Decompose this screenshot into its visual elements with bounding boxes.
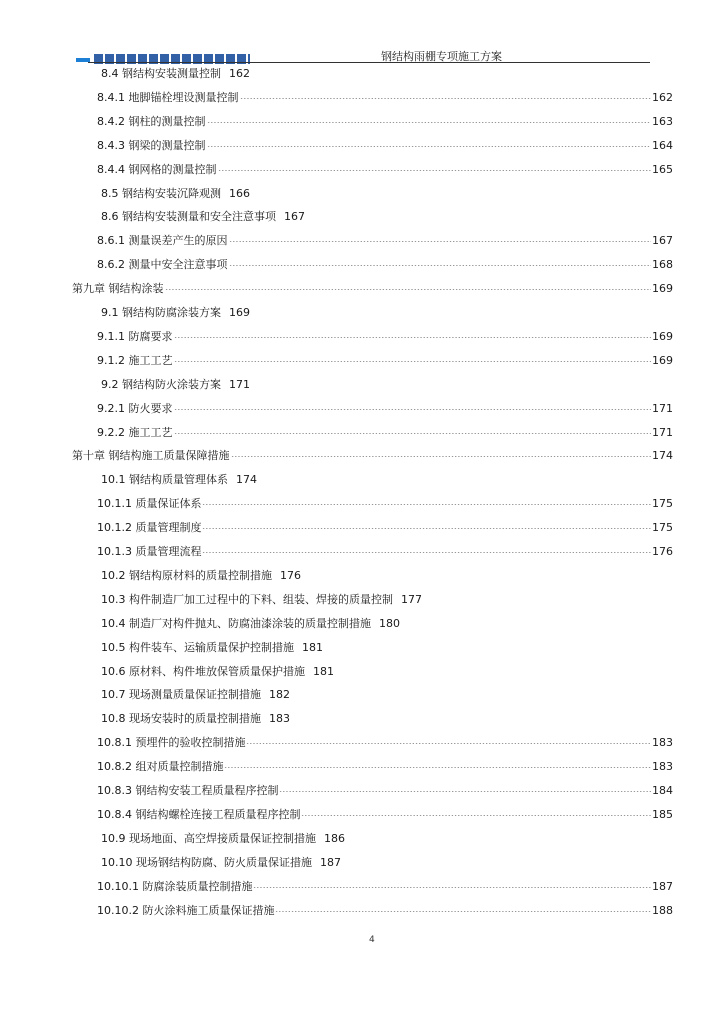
toc-entry[interactable] [101, 569, 301, 583]
toc-entry-title: 8.4.2 钢柱的测量控制 [97, 115, 206, 128]
toc-entry-title: 10.8 现场安装时的质量控制措施 [101, 712, 261, 725]
toc-entry-title: 10.9 现场地面、高空焊接质量保证控制措施 [101, 832, 316, 845]
toc-page-number: 169 [652, 354, 673, 367]
toc-entry-title: 10.10.2 防火涂料施工质量保证措施 [97, 904, 275, 917]
toc-entry[interactable] [72, 449, 673, 463]
toc-entry-title: 10.8.4 钢结构螺栓连接工程质量程序控制 [97, 808, 301, 821]
toc-page-number: 186 [324, 832, 345, 845]
toc-page-number: 175 [652, 521, 673, 534]
toc-dot-leader [218, 170, 652, 171]
toc-entry-title: 8.4.1 地脚锚栓埋设测量控制 [97, 91, 239, 104]
toc-page-number: 187 [320, 856, 341, 869]
toc-dot-leader [174, 337, 652, 338]
toc-page-number: 177 [401, 593, 422, 606]
toc-entry-title: 10.8.1 预埋件的验收控制措施 [97, 736, 246, 749]
toc-dot-leader [253, 887, 651, 888]
toc-dot-leader [202, 528, 651, 529]
toc-entry-title: 10.1.1 质量保证体系 [97, 497, 202, 510]
toc-entry-title: 8.4.3 钢梁的测量控制 [97, 139, 206, 152]
toc-page-number: 167 [284, 210, 305, 223]
toc-entry[interactable] [101, 67, 250, 81]
toc-page-number: 162 [652, 91, 673, 104]
toc-entry-title: 10.4 制造厂对构件抛丸、防腐油漆涂装的质量控制措施 [101, 617, 371, 630]
toc-entry[interactable] [72, 282, 673, 296]
toc-page-number: 183 [652, 736, 673, 749]
toc-entry-title: 10.3 构件制造厂加工过程中的下料、组装、焊接的质量控制 [101, 593, 393, 606]
toc-page-number: 165 [652, 163, 673, 176]
toc-page-number: 181 [302, 641, 323, 654]
header-rule [88, 62, 650, 63]
toc-page-number: 180 [379, 617, 400, 630]
toc-dot-leader [301, 815, 651, 816]
toc-dot-leader [174, 433, 652, 434]
toc-dot-leader [275, 911, 651, 912]
page-header-title: 钢结构雨棚专项施工方案 [381, 50, 502, 63]
toc-page-number: 174 [236, 473, 257, 486]
toc-dot-leader [240, 98, 652, 99]
toc-entry[interactable] [97, 354, 673, 368]
toc-page-number: 175 [652, 497, 673, 510]
toc-entry-title: 8.4 钢结构安装测量控制 [101, 67, 221, 80]
toc-page-number: 185 [652, 808, 673, 821]
toc-entry-title: 9.1 钢结构防腐涂装方案 [101, 306, 221, 319]
toc-page-number: 171 [652, 426, 673, 439]
toc-entry-title: 10.1.2 质量管理制度 [97, 521, 202, 534]
toc-entry[interactable] [97, 880, 673, 894]
toc-dot-leader [174, 361, 652, 362]
toc-entry[interactable] [97, 736, 673, 750]
toc-entry-title: 8.6 钢结构安装测量和安全注意事项 [101, 210, 276, 223]
toc-entry-title: 8.6.2 测量中安全注意事项 [97, 258, 228, 271]
toc-dot-leader [202, 552, 651, 553]
toc-entry-title: 9.2.2 施工工艺 [97, 426, 173, 439]
toc-page-number: 183 [652, 760, 673, 773]
toc-entry[interactable] [97, 904, 673, 918]
toc-page-number: 188 [652, 904, 673, 917]
toc-page-number: 181 [313, 665, 334, 678]
toc-page-number: 176 [280, 569, 301, 582]
toc-dot-leader [165, 289, 652, 290]
toc-entry[interactable] [97, 163, 673, 177]
toc-dot-leader [207, 122, 652, 123]
toc-page-number: 169 [652, 282, 673, 295]
toc-page-number: 171 [652, 402, 673, 415]
toc-entry-title: 9.1.1 防腐要求 [97, 330, 173, 343]
toc-dot-leader [246, 743, 651, 744]
toc-page-number: 171 [229, 378, 250, 391]
toc-entry[interactable] [97, 91, 673, 105]
toc-entry-title: 10.2 钢结构原材料的质量控制措施 [101, 569, 272, 582]
toc-entry[interactable] [97, 330, 673, 344]
toc-entry-title: 10.10 现场钢结构防腐、防火质量保证措施 [101, 856, 312, 869]
toc-entry[interactable] [97, 545, 673, 559]
toc-dot-leader [224, 767, 651, 768]
toc-entry[interactable] [101, 641, 323, 655]
toc-entry-title: 9.1.2 施工工艺 [97, 354, 173, 367]
toc-page-number: 167 [652, 234, 673, 247]
toc-entry[interactable] [101, 473, 257, 487]
toc-entry-title: 10.8.3 钢结构安装工程质量程序控制 [97, 784, 279, 797]
toc-entry-title: 9.2 钢结构防火涂装方案 [101, 378, 221, 391]
toc-page-number: 169 [652, 330, 673, 343]
toc-entry-title: 10.6 原材料、构件堆放保管质量保护措施 [101, 665, 305, 678]
toc-entry-title: 8.5 钢结构安装沉降观测 [101, 187, 221, 200]
toc-dot-leader [174, 409, 652, 410]
toc-entry-title: 9.2.1 防火要求 [97, 402, 173, 415]
toc-page-number: 169 [229, 306, 250, 319]
toc-entry-title: 10.8.2 组对质量控制措施 [97, 760, 224, 773]
toc-entry[interactable] [101, 712, 290, 726]
toc-entry[interactable] [101, 832, 345, 846]
toc-entry[interactable] [101, 617, 400, 631]
toc-entry[interactable] [97, 760, 673, 774]
toc-entry[interactable] [97, 139, 673, 153]
toc-page-number: 187 [652, 880, 673, 893]
toc-entry[interactable] [101, 665, 334, 679]
toc-entry-title: 10.5 构件装车、运输质量保护控制措施 [101, 641, 294, 654]
company-logo [76, 54, 251, 66]
toc-page-number: 166 [229, 187, 250, 200]
toc-page-number: 163 [652, 115, 673, 128]
toc-entry-title: 10.7 现场测量质量保证控制措施 [101, 688, 261, 701]
toc-entry[interactable] [97, 402, 673, 416]
toc-dot-leader [229, 241, 652, 242]
toc-dot-leader [279, 791, 651, 792]
toc-page-number: 182 [269, 688, 290, 701]
toc-page-number: 164 [652, 139, 673, 152]
toc-entry-title: 第九章 钢结构涂装 [72, 282, 164, 295]
toc-entry[interactable] [97, 784, 673, 798]
toc-entry-title: 8.4.4 钢网格的测量控制 [97, 163, 217, 176]
toc-page-number: 184 [652, 784, 673, 797]
toc-entry[interactable] [97, 497, 673, 511]
toc-entry[interactable] [101, 688, 290, 702]
toc-entry-title: 第十章 钢结构施工质量保障措施 [72, 449, 230, 462]
toc-entry-title: 10.10.1 防腐涂装质量控制措施 [97, 880, 253, 893]
toc-dot-leader [202, 504, 651, 505]
toc-entry[interactable] [97, 258, 673, 272]
toc-entry[interactable] [97, 808, 673, 822]
toc-page-number: 168 [652, 258, 673, 271]
toc-entry[interactable] [97, 426, 673, 440]
toc-dot-leader [207, 146, 652, 147]
toc-entry[interactable] [101, 593, 422, 607]
toc-entry[interactable] [97, 521, 673, 535]
toc-dot-leader [229, 265, 652, 266]
toc-entry[interactable] [101, 856, 341, 870]
toc-dot-leader [231, 456, 652, 457]
toc-entry[interactable] [101, 210, 305, 224]
toc-page-number: 162 [229, 67, 250, 80]
toc-entry[interactable] [101, 187, 250, 201]
toc-page-number: 176 [652, 545, 673, 558]
toc-entry-title: 10.1.3 质量管理流程 [97, 545, 202, 558]
toc-entry-title: 8.6.1 测量误差产生的原因 [97, 234, 228, 247]
toc-page-number: 174 [652, 449, 673, 462]
toc-entry[interactable] [97, 234, 673, 248]
page-number: 4 [369, 935, 375, 945]
toc-entry[interactable] [101, 378, 250, 392]
toc-entry-title: 10.1 钢结构质量管理体系 [101, 473, 228, 486]
toc-entry[interactable] [97, 115, 673, 129]
toc-page-number: 183 [269, 712, 290, 725]
toc-entry[interactable] [101, 306, 250, 320]
